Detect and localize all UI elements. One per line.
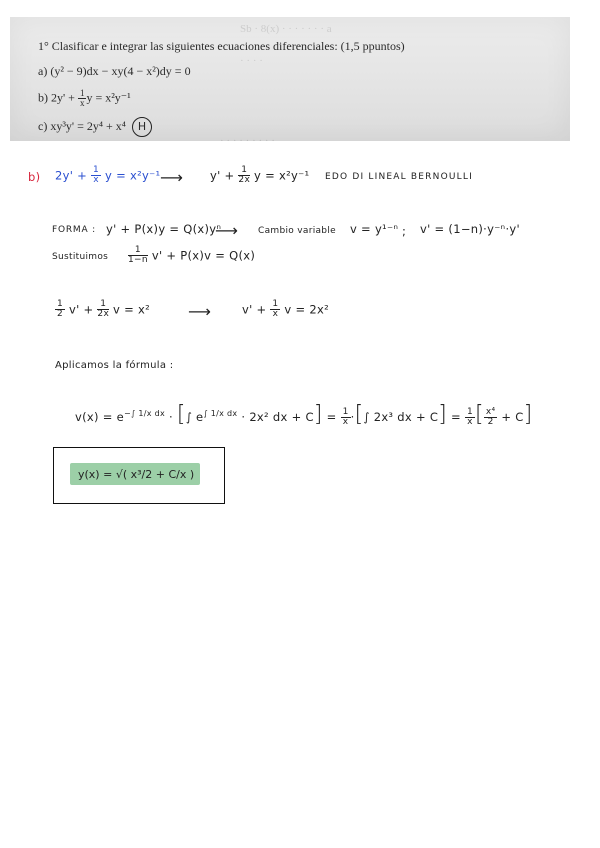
equation-type-label: EDO DI LINEAL BERNOULLI (325, 172, 473, 182)
sub-rest: v = x² (113, 302, 151, 317)
sub-mid: v' + (69, 302, 98, 317)
normalized-equation (210, 166, 309, 186)
norm-eq-rest: y = x²y⁻¹ (254, 168, 310, 183)
sub-den1: 2 (57, 309, 64, 320)
simplified-equation (242, 300, 329, 320)
cambio-variable-label: Cambio variable (258, 226, 336, 236)
formula-int-rest: · 2x² dx + C (241, 410, 314, 424)
circled-h-mark: H (132, 117, 152, 137)
step3-rest: + C (501, 410, 524, 424)
given-equation (55, 166, 160, 186)
answer-box (53, 447, 225, 504)
substituted-equation (55, 300, 150, 320)
formula-exp1: −∫ 1/x dx (124, 409, 166, 419)
given-eq-den: x (93, 175, 99, 186)
aplicamos-label: Aplicamos la fórmula : (55, 360, 174, 371)
formula-exp2: ∫ 1/x dx (203, 409, 238, 419)
step2-body: ∫ 2x³ dx + C (363, 410, 439, 424)
simp-rest: v = 2x² (284, 302, 330, 317)
separator: ; (402, 224, 407, 238)
exam-item-c-text: c) xy³y' = 2y⁴ + x⁴ (38, 119, 126, 133)
given-eq-lead: 2y' + (55, 168, 92, 183)
step3-frac-num: x⁴ (485, 406, 496, 417)
equals-1: = (326, 410, 337, 424)
exam-item-b-rest: y = x²y⁻¹ (86, 90, 131, 105)
scanned-exam-header: Sb · 8(x) · · · · · · · a · · · · · · · · · · · · · 1° Clasificar e integrar las siguientes ecuaciones diferenciales: (1,5 ppuntos) a) (y² − 9)dx − xy(4 − x²)dy = 0 b) 2y' + $\frac{1}{x}$ y = x²y⁻¹ c) xy³y' = 2y⁴ + x⁴ H (10, 17, 570, 141)
equals-2: = (451, 410, 461, 424)
norm-eq-num: 1 (238, 166, 250, 176)
substituted-form (128, 246, 255, 266)
exam-item-b-lead: b) 2y' + (38, 90, 78, 105)
given-eq-rest: y = x²y⁻¹ (105, 168, 161, 183)
sust-num: 1 (128, 246, 148, 256)
formula-dot: · (168, 410, 173, 424)
step3-num: 1 (466, 406, 473, 417)
exam-item-b-den: x (79, 98, 85, 109)
simp-den: x (272, 309, 279, 320)
final-answer: y(x) = √( x³/2 + C/x ) (70, 463, 200, 485)
sust-rest: v' + P(x)v = Q(x) (151, 248, 256, 263)
exam-item-b-num: 1 (79, 88, 85, 98)
norm-eq-den: 2x (238, 175, 251, 186)
arrow-right-icon: ⟶ (160, 168, 184, 187)
sustituimos-label: Sustituimos (52, 252, 109, 262)
substitution-vprime: v' = (1−n)·y⁻ⁿ·y' (420, 222, 520, 236)
sub-num1: 1 (57, 299, 64, 309)
exam-item-b (38, 89, 131, 109)
norm-eq-lead: y' + (210, 168, 239, 183)
step3-den: x (467, 417, 473, 427)
arrow-right-icon: ⟶ (188, 302, 212, 321)
formula-solution: $v(x) = e^{-\int 1/x dx}$ · [∫ $e^{\int 1/x dx} \cdot 2x^2$ dx + C] = $\frac{1}{x}$ ·[∫ 2x³ dx + C] = $\frac{1}{x}$ [ $\frac{\text{x⁴}}{2}$ + C] (75, 402, 533, 427)
substitution-v: v = y¹⁻ⁿ (350, 222, 399, 236)
formula-int: ∫ e (185, 410, 204, 424)
step3-frac-den: 2 (487, 417, 494, 427)
exam-heading: 1° Clasificar e integrar las siguientes ecuaciones diferenciales: (1,5 ppuntos) (38, 39, 405, 53)
simp-num: 1 (272, 299, 279, 309)
exam-item-a: a) (y² − 9)dx − xy(4 − x²)dy = 0 (38, 64, 191, 78)
step2-num: 1 (342, 406, 349, 417)
forma-label: FORMA : (52, 225, 96, 235)
simp-lead: v' + (242, 302, 271, 317)
part-b-label: b) (28, 170, 41, 184)
step2-den: x (342, 417, 349, 427)
arrow-right-icon: ⟶ (215, 221, 239, 240)
formula-lhs: v(x) = e (75, 410, 125, 424)
sub-num2: 1 (97, 300, 109, 310)
bernoulli-form: y' + P(x)y = Q(x)yⁿ (106, 222, 222, 236)
exam-item-c (38, 117, 152, 137)
given-eq-num: 1 (93, 165, 100, 175)
sub-den2: 2x (97, 309, 110, 320)
sust-den: 1−n (128, 255, 148, 266)
